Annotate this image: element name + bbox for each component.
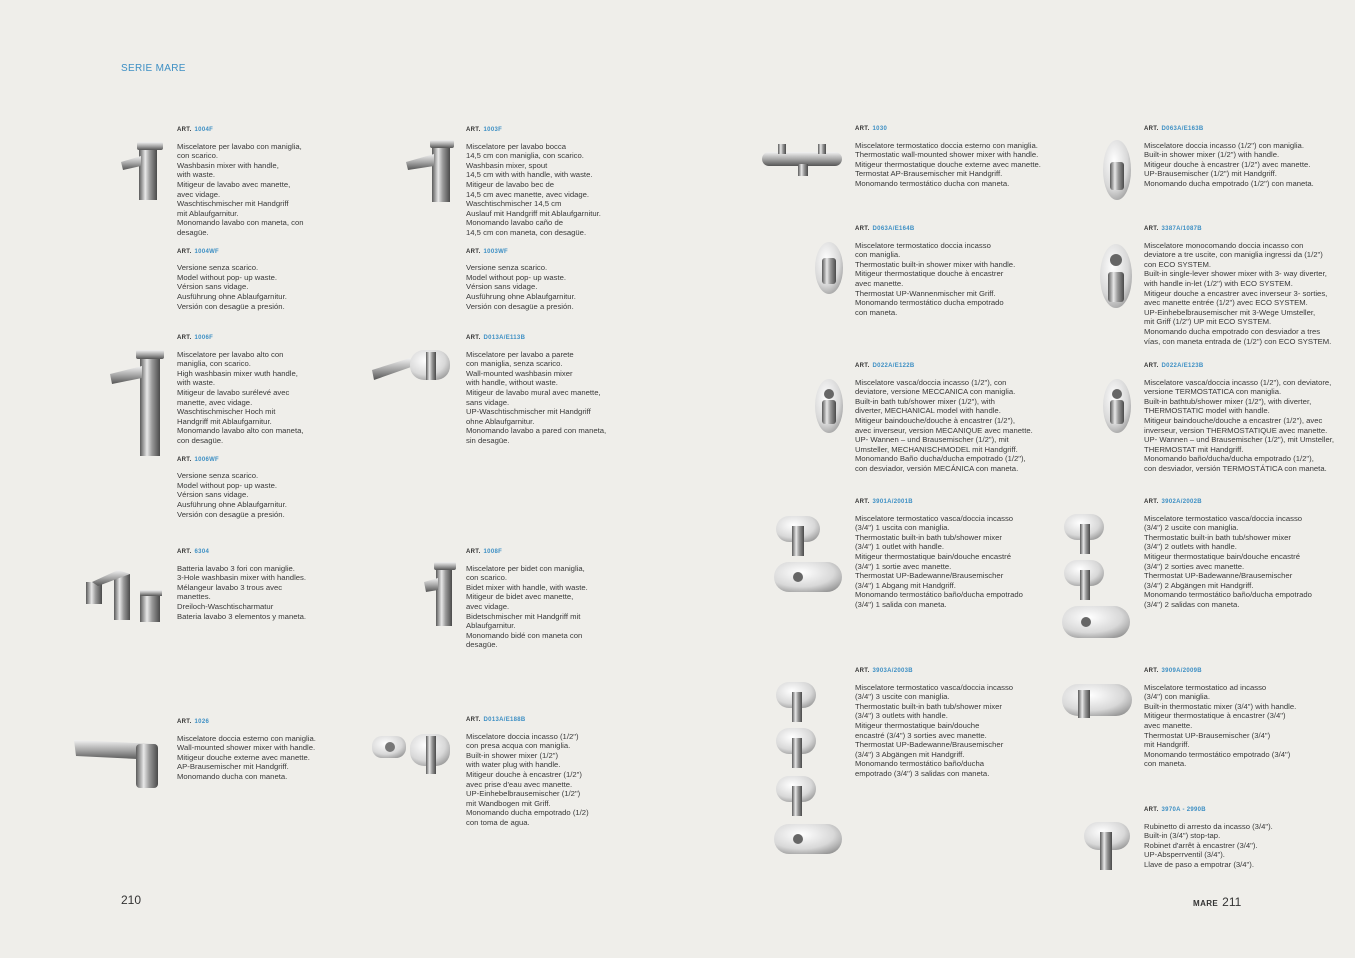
article-description: Miscelatore per lavabo con maniglia, con scarico. Washbasin mixer with handle, with waste. Mitigeur de lavabo avec manette, avec vidage. Waschtischmischer mit Handgriff mit Ablaufgarnitur. Monomando lavabo con maneta, con desagüe. bbox=[177, 141, 304, 237]
thermostatic-bath-shower-mixer-image bbox=[1100, 376, 1134, 436]
article-label: ART. 3970A - 2990B bbox=[1144, 807, 1206, 813]
article-1008f bbox=[466, 548, 636, 650]
article-label: ART. 1026 bbox=[177, 719, 210, 725]
page-number: 211 bbox=[1222, 895, 1242, 909]
article-description: Miscelatore vasca/doccia incasso (1/2"), con deviatore, versione MECCANICA con maniglia. Built-in bath tub/shower mixer (1/2"), with diverter, MECHANICAL model with handle. Mitigeur baindouche/douche à encastrer (1/2"), avec inverseur, version MECANIQUE avec manette. UP- Wannen – und Brausemischer (1/2"), mit Umsteller, MECHANISCHMODEL mit Handgriff. Monomando Baño ducha/ducha empotrado (1/2"), con desviador, versión MECÁNICA con maneta. bbox=[855, 377, 1033, 473]
thermostatic-3-outlets-image bbox=[772, 680, 844, 860]
article-description: Miscelatore termostatico doccia esterno con maniglia. Thermostatic wall-mounted shower mixer with handle. Mitigeur thermostatique douche externe avec manette. Termostat AP-Brausemischer mit Handgriff. Monomando termostático ducha con maneta. bbox=[855, 140, 1041, 188]
article-d022a-e123b bbox=[1144, 362, 1344, 474]
bath-shower-mixer-image bbox=[812, 376, 846, 436]
thermostatic-built-in-mixer-image bbox=[812, 240, 846, 298]
three-way-diverter-mixer-image bbox=[1096, 242, 1136, 312]
article-description: Miscelatore termostatico vasca/doccia incasso (3/4") 1 uscita con maniglia. Thermostatic built-in bath tub/shower mixer (3/4") 1 outlet with handle. Mitigeur thermostatique bain/douche encastré (3/4") 1 sortie avec manette. Thermostat UP-Badewanne/Brausemischer (3/4") 1 Abgang mit Handgriff. Monomando termostático baño/ducha empotrado (3/4") 1 salida con maneta. bbox=[855, 513, 1023, 609]
article-1003f bbox=[466, 126, 636, 311]
article-d022a-e122b bbox=[855, 362, 1055, 474]
stop-tap-image bbox=[1082, 818, 1132, 874]
page-number-right bbox=[1193, 895, 1241, 909]
article-label: ART. D022A/E123B bbox=[1144, 363, 1204, 369]
article-3902a-2002b bbox=[1144, 498, 1344, 610]
article-description: Miscelatore per lavabo alto con maniglia, con scarico. High washbasin mixer wuth handle, with waste. Mitigeur de lavabo surélevé avec manette, avec vidage. Waschtischmischer Hoch mit Handgriff mit Ablaufgarnitur. Monomando lavabo alto con maneta, con desagüe. bbox=[177, 349, 304, 445]
article-label: ART. D022A/E122B bbox=[855, 363, 915, 369]
article-1004f bbox=[177, 126, 347, 311]
article-3903a-2003b bbox=[855, 667, 1055, 779]
article-description: Miscelatore doccia incasso (1/2") con maniglia. Built-in shower mixer (1/2") with handle. Mitigeur douche à encastrer (1/2") avec manette. UP-Brausemischer (1/2") mit Handgriff. Monomando ducha empotrado (1/2") con maneta. bbox=[1144, 140, 1314, 188]
article-label: ART. 1003F bbox=[466, 127, 503, 133]
article-1006f bbox=[177, 334, 347, 519]
washbasin-mixer-image bbox=[117, 140, 167, 202]
page-number-left: 210 bbox=[121, 893, 142, 907]
article-description: Miscelatore per lavabo bocca 14,5 cm con maniglia, con scarico. Washbasin mixer, spout 14,5 cm with with handle, with waste. Mitigeur de lavabo bec de 14,5 cm avec manette, avec vidage. Waschtischmischer 14,5 cm Auslauf mit Handgriff mit Ablaufgarnitur. Monomando lavabo caño de 14,5 cm con maneta, con desagüe. bbox=[466, 141, 601, 237]
article-3909a-2009b bbox=[1144, 667, 1344, 769]
article-label: ART. 3901A/2001B bbox=[855, 499, 913, 505]
article-3901a-2001b bbox=[855, 498, 1055, 610]
article-description: Miscelatore per bidet con maniglia, con scarico. Bidet mixer with handle, with waste. Mitigeur de bidet avec manette, avec vidage. Bidetschmischer mit Handgriff mit Ablaufgarnitur. Monomando bidé con maneta con desagüe. bbox=[466, 563, 588, 650]
article-label: ART. D013A/E188B bbox=[466, 717, 526, 723]
article-label: ART. 1003WF bbox=[466, 248, 509, 255]
article-label: ART. 3903A/2003B bbox=[855, 668, 913, 674]
article-description: Miscelatore vasca/doccia incasso (1/2"), con deviatore, versione TERMOSTATICA con maniglia. Built-in bathtub/shower mixer (1/2"), with diverter, THERMOSTATIC model with handle. Mitigeur baindouche/douche a encastrer (1/2"), avec inverseur, version THERMOSTATIQUE avec manette. UP- Wannen – und Brausemischer (1/2"), mit Umsteller, THERMOSTAT mit Handgriff. Monomando baño/ducha/ducha empotrado (1/2"), con desviador, versión TERMOSTÁTICA con maneta. bbox=[1144, 377, 1334, 473]
article-label: ART. 1004F bbox=[177, 127, 214, 133]
article-d063a-e164b bbox=[855, 225, 1055, 317]
article-1026 bbox=[177, 718, 347, 782]
article-label: ART. D013A/E113B bbox=[466, 335, 526, 341]
article-label: ART. 1006WF bbox=[177, 456, 220, 463]
article-description: Miscelatore per lavabo a parete con maniglia, senza scarico. Wall-mounted washbasin mixer with handle, without waste. Mitigeur de lavabo mural avec manette, sans vidage. UP-Waschtischmischer mit Handgriff ohne Ablaufgarnitur. Monomando lavabo a pared con maneta, sin desagüe. bbox=[466, 349, 607, 445]
thermostatic-built-in-mixer-image bbox=[1060, 680, 1134, 720]
article-label: ART. 6304 bbox=[177, 549, 210, 555]
article-label: ART. 1008F bbox=[466, 549, 503, 555]
article-description: Versione senza scarico. Model without pop- up waste. Vérsion sans vidage. Ausführung ohne Ablaufgarnitur. Versión con desagüe a presión. bbox=[466, 263, 576, 311]
bidet-mixer-image bbox=[422, 560, 462, 628]
series-title: SERIE MARE bbox=[121, 63, 186, 74]
article-description: Miscelatore monocomando doccia incasso con deviatore a tre uscite, con maniglia ingressi da (1/2") con ECO SYSTEM. Built-in single-lever shower mixer with 3- way diverter, with handle in-let (1/2") with ECO SYSTEM. Mitigeur douche a encastrer avec inverseur 3- sorties, avec manette entrée (1/2") avec ECO SYSTEM. UP-Einhebelbrausemischer mit 3-Wege Umsteller, mit Griff (1/2") UP mit ECO SYSTEM. Monomando ducha empotrado con desviador a tres vías, con maneta entrada de (1/2") con ECO SYSTEM. bbox=[1144, 240, 1332, 346]
article-label: ART. 1006F bbox=[177, 335, 214, 341]
article-d013a-e113b bbox=[466, 334, 636, 446]
article-description: Versione senza scarico. Model without pop- up waste. Vérsion sans vidage. Ausführung ohne Ablaufgarnitur. Versión con desagüe a presión. bbox=[177, 263, 287, 311]
article-description: Batteria lavabo 3 fori con maniglie. 3-Hole washbasin mixer with handles. Mélangeur lavabo 3 trous avec manettes. Dreiloch-Waschtischarmatur Bateria lavabo 3 elementos y maneta. bbox=[177, 563, 307, 621]
article-description: Miscelatore doccia incasso (1/2") con presa acqua con maniglia. Built-in shower mixer (1/2") with water plug with handle. Mitigeur douche à encastrer (1/2") avec prise d'eau avec manette. UP-Einhebelbrausemischer (1/2") mit Wandbogen mit Griff. Monomando ducha empotrado (1/2) con toma de agua. bbox=[466, 731, 589, 827]
article-3970a-2990b bbox=[1144, 806, 1344, 870]
article-description: Rubinetto di arresto da incasso (3/4"). Built-in (3/4") stop-tap. Robinet d'arrêt à encastrer (3/4"). UP-Absperrventil (3/4"). Llave de paso a empotrar (3/4"). bbox=[1144, 821, 1273, 869]
built-in-shower-mixer-image bbox=[370, 730, 456, 776]
wall-shower-mixer-image bbox=[72, 730, 168, 790]
article-label: ART. 3909A/2009B bbox=[1144, 668, 1202, 674]
washbasin-mixer-spout-image bbox=[404, 138, 456, 204]
article-label: ART. 3387A/1087B bbox=[1144, 226, 1202, 232]
article-label: ART. D063A/E164B bbox=[855, 226, 915, 232]
article-6304 bbox=[177, 548, 347, 621]
article-description: Miscelatore doccia esterno con maniglia. Wall-mounted shower mixer with handle. Mitigeur douche externe avec manette. AP-Brausemischer mit Handgriff. Monomando ducha con maneta. bbox=[177, 733, 316, 781]
article-label: ART. 3902A/2002B bbox=[1144, 499, 1202, 505]
article-description: Miscelatore termostatico vasca/doccia incasso (3/4") 2 uscite con maniglia. Thermostatic built-in bath tub/shower mixer (3/4") 2 outlets with handle. Mitigeur thermostatique bain/douche encastré (3/4") 2 sorties avec manette. Thermostat UP-Badewanne/Brausemischer (3/4") 2 Abgängen mit Handgriff. Monomando termostático baño/ducha empotrado (3/4") 2 salidas con maneta. bbox=[1144, 513, 1312, 609]
wall-washbasin-mixer-image bbox=[370, 346, 456, 386]
article-d013a-e188b bbox=[466, 716, 636, 828]
thermostatic-shower-mixer-image bbox=[760, 140, 844, 180]
article-description: Miscelatore termostatico doccia incasso con maniglia. Thermostatic built-in shower mixer with handle. Mitigeur thermostatique douche à encastrer avec manette. Thermostat UP-Wannenmischer mit Griff. Monomando termostático ducha empotrado con maneta. bbox=[855, 240, 1016, 317]
article-description: Versione senza scarico. Model without pop- up waste. Vérsion sans vidage. Ausführung ohne Ablaufgarnitur. Versión con desagüe a presión. bbox=[177, 471, 287, 519]
article-1030 bbox=[855, 125, 1055, 189]
article-label: ART. 1030 bbox=[855, 126, 888, 132]
article-description: Miscelatore termostatico ad incasso (3/4") con maniglia. Built-in thermostatic mixer (3/4") with handle. Mitigeur thermostatique à encastrer (3/4") avec manette. Thermostat UP-Brausemischer (3/4") mit Handgriff. Monomando termostático empotrado (3/4") con maneta. bbox=[1144, 682, 1297, 769]
article-label: ART. D063A/E163B bbox=[1144, 126, 1204, 132]
article-description: Miscelatore termostatico vasca/doccia incasso (3/4") 3 uscite con maniglia. Thermostatic built-in bath tub/shower mixer (3/4") 3 outlets with handle. Mitigeur thermostatique bain/douche encastré (3/4") 3 sorties avec manette. Thermostat UP-Badewanne/Brausemischer (3/4") 3 Abgängen mit Handgriff. Monomando termostático baño/ducha empotrado (3/4") 3 salidas con maneta. bbox=[855, 682, 1014, 778]
thermostatic-2-outlets-image bbox=[1060, 512, 1132, 642]
article-d063a-e163b bbox=[1144, 125, 1344, 189]
article-3387a-1087b bbox=[1144, 225, 1344, 346]
article-label: ART. 1004WF bbox=[177, 248, 220, 255]
three-hole-mixer-image bbox=[84, 560, 168, 626]
brand-label: MARE bbox=[1193, 899, 1219, 908]
thermostatic-1-outlet-image bbox=[772, 512, 844, 596]
built-in-shower-mixer-image bbox=[1100, 138, 1134, 204]
high-washbasin-mixer-image bbox=[108, 346, 166, 458]
